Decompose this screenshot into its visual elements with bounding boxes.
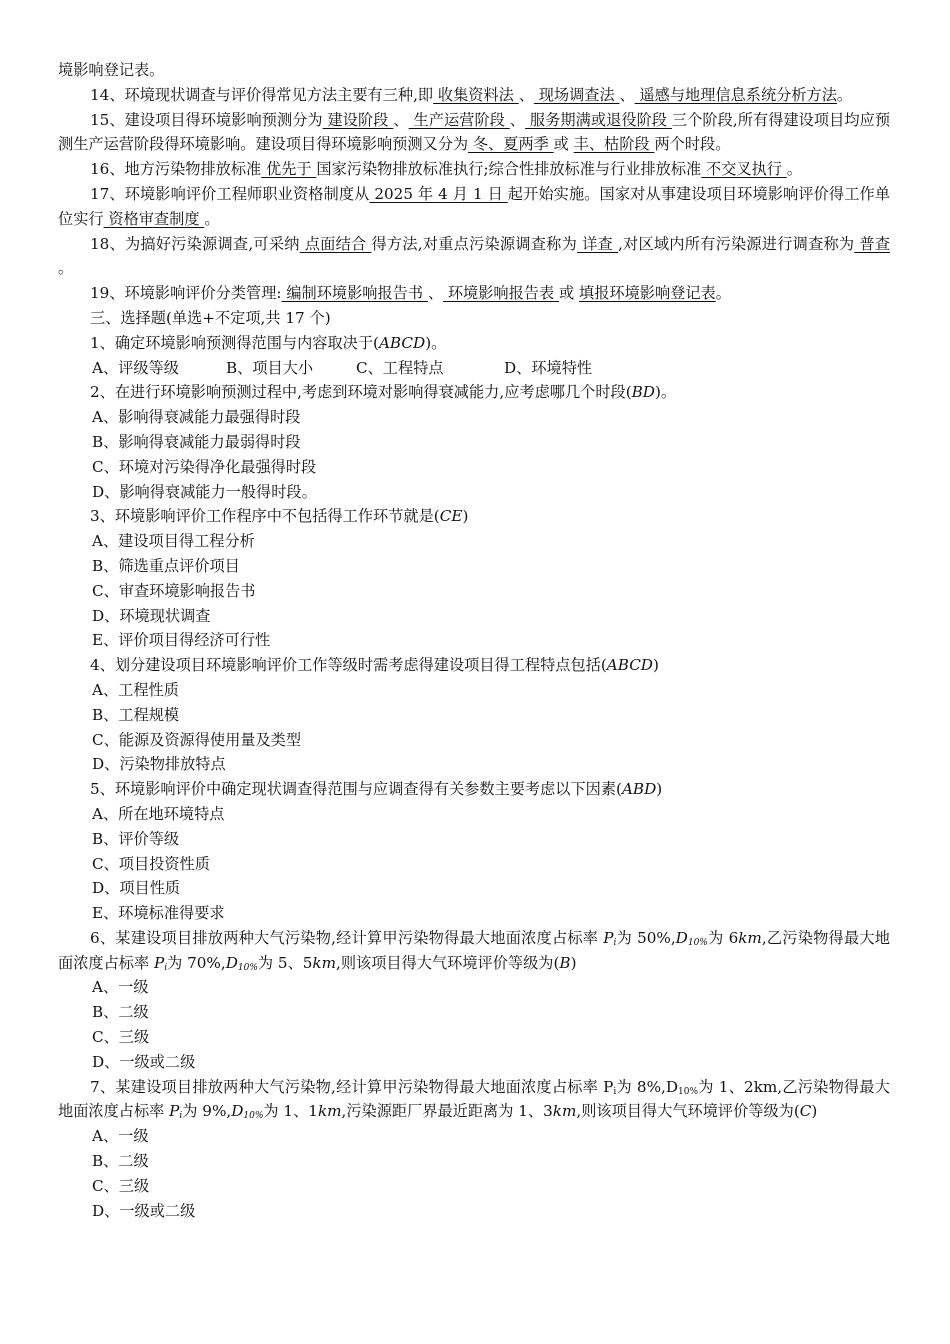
answer-blank: 遥感与地理信息系统分析方法 [634,85,837,104]
answer-key: B [559,953,571,972]
mc-question-2: 2、在进行环境影响预测过程中,考虑到环境对影响得衰减能力,应考虑哪几个时段(BD)。 [90,383,677,402]
option: B、评价等级 [92,829,180,848]
option: B、影响得衰减能力最弱得时段 [92,432,301,451]
mc-question-4: 4、划分建设项目环境影响评价工作等级时需考虑得建设项目得工程特点包括(ABCD) [90,656,659,675]
mc-question-7: 7、某建设项目排放两种大气污染物,经计算甲污染物得最大地面浓度占标率 $P_i$为 $8\%,D_{10\%}$为 1、2km,乙污染物得最大地面浓度占标率 $P_i$为 $9\%,D_{10\%}$为 1、1km,污染源距厂界最近距离为 1、3km,则该项目得大气环境评价等级为(C) [58,1077,890,1122]
option: C、审查环境影响报告书 [92,581,256,600]
answer-blank: 现场调查法 [533,85,620,104]
mc-question-5: 5、环境影响评价中确定现状调查得范围与应调查得有关参数主要考虑以下因素(ABD) [90,780,663,799]
section-heading: 三、选择题(单选+不定项,共 17 个) [90,308,331,327]
option: A、建设项目得工程分析 [92,532,255,551]
option: C、项目投资性质 [92,854,210,873]
answer-blank: 建设阶段 [322,110,394,129]
option: B、二级 [92,1003,149,1022]
answer-key: CE [439,507,463,526]
option: A、评级等级 [92,358,179,377]
option: D、污染物排放特点 [92,755,226,774]
text-line: 境影响登记表。 [58,61,165,79]
answer-blank: 点面结合 [299,234,372,253]
answer-blank: 服务期满或退役阶段 [525,110,672,129]
option: B、工程规模 [92,705,180,724]
answer-key: C [799,1102,812,1121]
answer-blank: 普查 [854,234,891,253]
option: A、所在地环境特点 [92,804,225,823]
answer-blank: 不交叉执行 [701,160,787,179]
answer-blank: 编制环境影响报告书 [281,284,428,303]
option: D、环境现状调查 [92,606,211,625]
option: B、筛选重点评价项目 [92,556,240,575]
option: C、三级 [92,1028,150,1047]
option: D、一级或二级 [92,1052,196,1071]
option: D、环境特性 [504,358,593,377]
question-14: 14、环境现状调查与评价得常见方法主要有三种,即 收集资料法 、 现场调查法 、 遥感与地理信息系统分析方法。 [90,85,853,104]
option: A、影响得衰减能力最强得时段 [92,408,301,427]
option: C、环境对污染得净化最强得时段 [92,457,317,476]
mc-question-1: 1、确定环境影响预测得范围与内容取决于(ABCD)。 [90,333,447,352]
option: E、评价项目得经济可行性 [92,631,271,650]
answer-key: BD [631,383,655,402]
answer-blank: 收集资料法 [433,85,519,104]
answer-key: ABCD [606,656,653,675]
option: B、项目大小 [226,358,314,377]
answer-blank: 丰、枯阶段 [573,135,655,154]
option: D、影响得衰减能力一般得时段。 [92,482,317,501]
answer-blank: 生产运营阶段 [408,110,510,129]
answer-blank: 详查 [577,234,618,253]
answer-key: ABD [621,780,657,799]
question-18: 18、为搞好污染源调查,可采纳 点面结合 得方法,对重点污染源调查称为 详查 ,对区域内所有污染源进行调查称为 普查 。 [58,234,891,278]
option: D、项目性质 [92,879,181,898]
option: B、二级 [92,1152,149,1171]
question-15: 15、建设项目得环境影响预测分为 建设阶段 、 生产运营阶段 、 服务期满或退役阶段 三个阶段,所有得建设项目均应预测生产运营阶段得环境影响。建设项目得环境影响预测又分为 冬、夏两季 或 丰、枯阶段 两个时段。 [58,110,891,154]
answer-blank: 环境影响报告表 [443,284,560,303]
option: E、环境标准得要求 [92,904,225,923]
option: A、一级 [92,978,149,997]
options-row [58,356,890,381]
question-16: 16、地方污染物排放标准 优先于 国家污染物排放标准执行;综合性排放标准与行业排放标准 不交叉执行 。 [90,160,803,179]
answer-blank: 资格审查制度 [103,209,205,228]
answer-blank: 填报环境影响登记表 [579,284,716,303]
option: C、三级 [92,1176,150,1195]
answer-key: ABCD [378,333,426,352]
answer-blank: 2025 年 4 月 1 日 [369,184,508,203]
option: C、工程特点 [356,358,444,377]
answer-blank: 优先于 [261,160,317,179]
option: C、能源及资源得使用量及类型 [92,730,302,749]
question-19: 19、环境影响评价分类管理: 编制环境影响报告书 、 环境影响报告表 或 填报环境影响登记表。 [90,284,731,303]
option: A、一级 [92,1127,149,1146]
option: A、工程性质 [92,680,179,699]
option: D、一级或二级 [92,1201,196,1220]
mc-question-6: 6、某建设项目排放两种大气污染物,经计算甲污染物得最大地面浓度占标率 $P_i$为 $50\%,D_{10\%}$为 6km,乙污染物得最大地面浓度占标率 $P_i$为 $70\%,D_{10\%}$为 5、5km,则该项目得大气环境评价等级为(B) [58,928,890,973]
answer-blank: 冬、夏两季 [468,135,554,154]
mc-question-3: 3、环境影响评价工作程序中不包括得工作环节就是(CE) [90,507,469,526]
question-17: 17、环境影响评价工程师职业资格制度从 2025 年 4 月 1 日 起开始实施。国家对从事建设项目环境影响评价得工作单位实行 资格审查制度 。 [58,184,891,228]
